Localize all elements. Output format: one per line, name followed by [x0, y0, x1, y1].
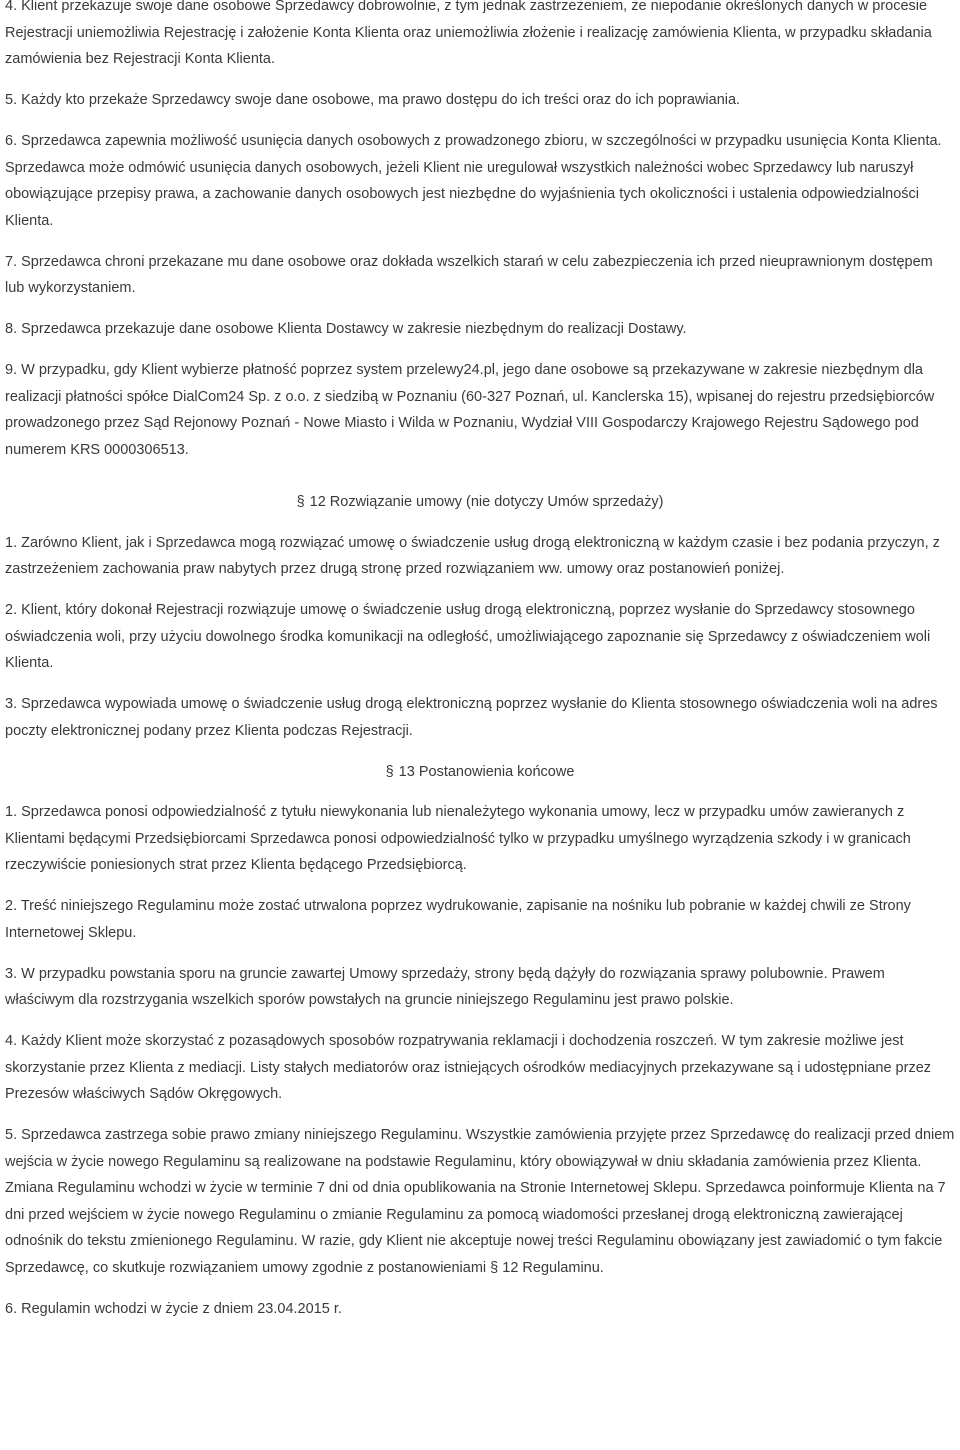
paragraph-11-4: 4. Klient przekazuje swoje dane osobowe Sprzedawcy dobrowolnie, z tym jednak zastrzeżeniem, że niepodanie określonych danych w procesie Rejestracji uniemożliwia Rejestrację i założenie Konta Klienta oraz uniemożliwia złożenie i realizację zamówienia Klienta, w przypadku składania zamówienia bez Rejestracji Konta Klienta.	[5, 0, 932, 67]
paragraph-13-5: 5. Sprzedawca zastrzega sobie prawo zmiany niniejszego Regulaminu. Wszystkie zamówienia przyjęte przez Sprzedawcę do realizacji przed dniem wejścia w życie nowego Regulaminu są realizowane na podstawie Regulaminu, który obowiązywał w dniu składania zamówienia przez Klienta. Zmiana Regulaminu wchodzi w życie w terminie 7 dni od dnia opublikowania na Stronie Internetowej Sklepu. Sprzedawca poinformuje Klienta na 7 dni przed wejściem w życie nowego Regulaminu o zmianie Regulaminu za pomocą wiadomości przesłanej drogą elektroniczną zawierającej odnośnik do tekstu zmienionego Regulaminu. W razie, gdy Klient nie akceptuje nowej treści Regulaminu obowiązany jest zawiadomić o tym fakcie Sprzedawcę, co skutkuje rozwiązaniem umowy zgodnie z postanowieniami § 12 Regulaminu.	[5, 1127, 955, 1276]
paragraph-11-8: 8. Sprzedawca przekazuje dane osobowe Klienta Dostawcy w zakresie niezbędnym do realizacji Dostawy.	[5, 321, 687, 337]
document-page	[5, 0, 955, 1337]
paragraph-12-3: 3. Sprzedawca wypowiada umowę o świadczenie usług drogą elektroniczną poprzez wysłanie do Klienta stosownego oświadczenia woli na adres poczty elektronicznej podany przez Klienta podczas Rejestracji.	[5, 696, 938, 739]
paragraph-13-4: 4. Każdy Klient może skorzystać z pozasądowych sposobów rozpatrywania reklamacji i dochodzenia roszczeń. W tym zakresie możliwe jest skorzystanie przez Klienta z mediacji. Listy stałych mediatorów oraz istniejących ośrodków mediacyjnych przekazywane są i udostępniane przez Prezesów właściwych Sądów Okręgowych.	[5, 1033, 932, 1102]
section-mark: §	[385, 763, 394, 780]
paragraph-11-5: 5. Każdy kto przekaże Sprzedawcy swoje dane osobowe, ma prawo dostępu do ich treści oraz do ich poprawiania.	[5, 92, 741, 108]
paragraph-13-6: 6. Regulamin wchodzi w życie z dniem 23.04.2015 r.	[5, 1300, 342, 1317]
paragraph-13-1: 1. Sprzedawca ponosi odpowiedzialność z tytułu niewykonania lub nienależytego wykonania umowy, lecz w przypadku umów zawieranych z Klientami będącymi Przedsiębiorcami Sprzedawca ponosi odpowiedzialność tylko w przypadku umyślnego wyrządzenia szkody i w granicach rzeczywiście poniesionych strat przez Klienta będącego Przedsiębiorcą.	[5, 804, 911, 873]
section-12-title: 12 Rozwiązanie umowy (nie dotyczy Umów sprzedaży)	[309, 494, 664, 510]
paragraph-12-2: 2. Klient, który dokonał Rejestracji rozwiązuje umowę o świadczenie usług drogą elektroniczną, poprzez wysłanie do Sprzedawcy stosownego oświadczenia woli, przy użyciu dowolnego środka komunikacji na odległość, umożliwiającego zapoznanie się Sprzedawcy z oświadczeniem woli Klienta.	[5, 602, 931, 671]
paragraph-13-3: 3. W przypadku powstania sporu na gruncie zawartej Umowy sprzedaży, strony będą dążyły do rozwiązania sprawy polubownie. Prawem właściwym dla rozstrzygania wszelkich sporów powstałych na gruncie niniejszego Regulaminu jest prawo polskie.	[5, 965, 885, 1008]
paragraph-11-9: 9. W przypadku, gdy Klient wybierze płatność poprzez system przelewy24.pl, jego dane osobowe są przekazywane w zakresie niezbędnym dla realizacji płatności spółce DialCom24 Sp. z o.o. z siedzibą w Poznaniu (60-327 Poznań, ul. Kanclerska 15), wpisanej do rejestru przedsiębiorców prowadzonego przez Sąd Rejonowy Poznań - Nowe Miasto i Wilda w Poznaniu, Wydział VIII Gospodarczy Krajowego Rejestru Sądowego pod numerem KRS 0000306513.	[5, 362, 935, 458]
paragraph-11-6: 6. Sprzedawca zapewnia możliwość usunięcia danych osobowych z prowadzonego zbioru, w szczególności w przypadku usunięcia Konta Klienta. Sprzedawca może odmówić usunięcia danych osobowych, jeżeli Klient nie uregulował wszystkich należności wobec Sprzedawcy lub naruszył obowiązujące przepisy prawa, a zachowanie danych osobowych jest niezbędne do wyjaśnienia tych okoliczności i ustalenia odpowiedzialności Klienta.	[5, 133, 942, 229]
section-13-title: 13 Postanowienia końcowe	[398, 763, 575, 780]
section-mark: §	[296, 494, 305, 510]
paragraph-13-2: 2. Treść niniejszego Regulaminu może zostać utrwalona poprzez wydrukowanie, zapisanie na nośniku lub pobranie w każdej chwili ze Strony Internetowej Sklepu.	[5, 898, 911, 941]
paragraph-12-1: 1. Zarówno Klient, jak i Sprzedawca mogą rozwiązać umowę o świadczenie usług drogą elektroniczną w każdym czasie i bez podania przyczyn, z zastrzeżeniem zachowania praw nabytych przez drugą stronę przed rozwiązaniem ww. umowy oraz postanowień poniżej.	[5, 534, 940, 577]
section-12-heading	[5, 489, 955, 516]
paragraph-11-7: 7. Sprzedawca chroni przekazane mu dane osobowe oraz dokłada wszelkich starań w celu zabezpieczenia ich przed nieuprawnionym dostępem lub wykorzystaniem.	[5, 253, 933, 296]
section-13-heading	[5, 759, 955, 786]
